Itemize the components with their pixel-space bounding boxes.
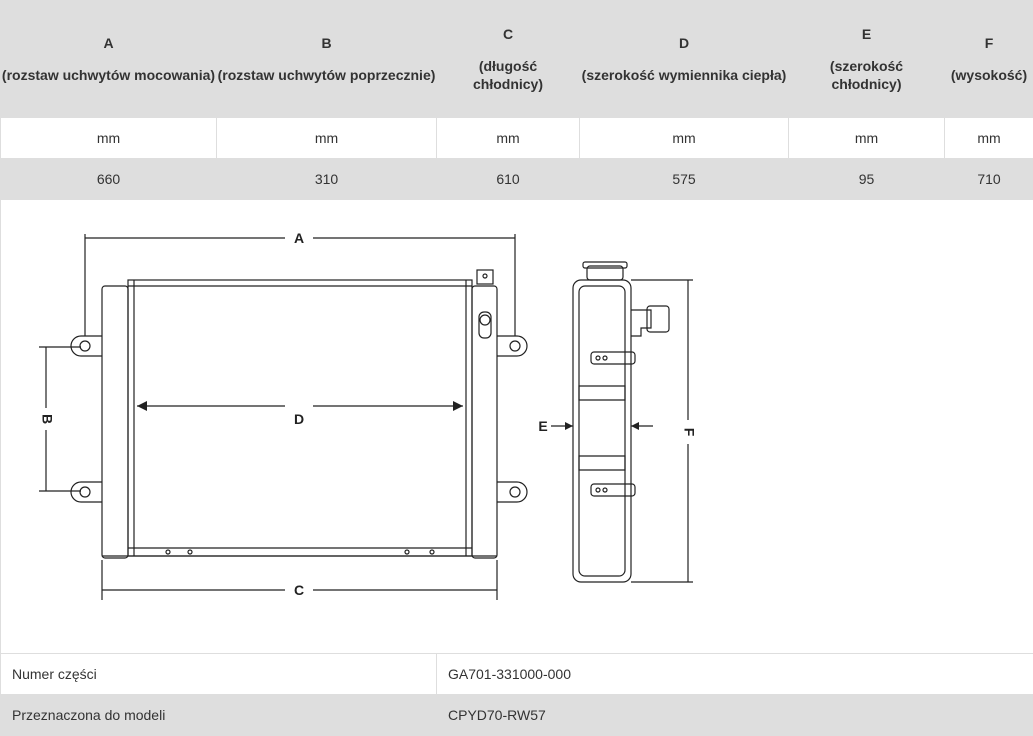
unit-cell: mm — [580, 118, 789, 159]
value-cell: 660 — [1, 159, 217, 200]
unit-cell: mm — [945, 118, 1033, 159]
radiator-diagram — [1, 200, 1032, 653]
unit-cell: mm — [1, 118, 217, 159]
col-header-f: F (wysokość) — [945, 1, 1033, 118]
part-number-label: Numer części — [1, 654, 437, 695]
model-label: Przeznaczona do modeli — [1, 695, 437, 736]
diagram-row — [1, 200, 1033, 654]
dim-label-c: C — [294, 582, 304, 598]
model-row — [1, 695, 1033, 736]
dim-label-e: E — [538, 418, 547, 434]
value-cell: 710 — [945, 159, 1033, 200]
values-row — [1, 159, 1033, 200]
part-number-value: GA701-331000-000 — [437, 654, 1033, 695]
dim-label-f: F — [681, 428, 697, 437]
col-header-d: D (szerokość wymiennika ciepła) — [580, 1, 789, 118]
value-cell: 575 — [580, 159, 789, 200]
value-cell: 95 — [789, 159, 945, 200]
col-header-c: C (długość chłodnicy) — [437, 1, 580, 118]
diagram-cell — [1, 200, 1033, 654]
dim-label-d: D — [294, 411, 304, 427]
unit-cell: mm — [217, 118, 437, 159]
dim-label-b: B — [39, 414, 55, 424]
col-header-e: E (szerokość chłodnicy) — [789, 1, 945, 118]
col-header-b: B (rozstaw uchwytów poprzecznie) — [217, 1, 437, 118]
value-cell: 610 — [437, 159, 580, 200]
unit-cell: mm — [437, 118, 580, 159]
col-header-a: A (rozstaw uchwytów mocowania) — [1, 1, 217, 118]
units-row — [1, 118, 1033, 159]
dim-label-a: A — [294, 230, 304, 246]
model-value: CPYD70-RW57 — [437, 695, 1033, 736]
part-number-row — [1, 654, 1033, 695]
value-cell: 310 — [217, 159, 437, 200]
unit-cell: mm — [789, 118, 945, 159]
header-row — [1, 1, 1033, 118]
